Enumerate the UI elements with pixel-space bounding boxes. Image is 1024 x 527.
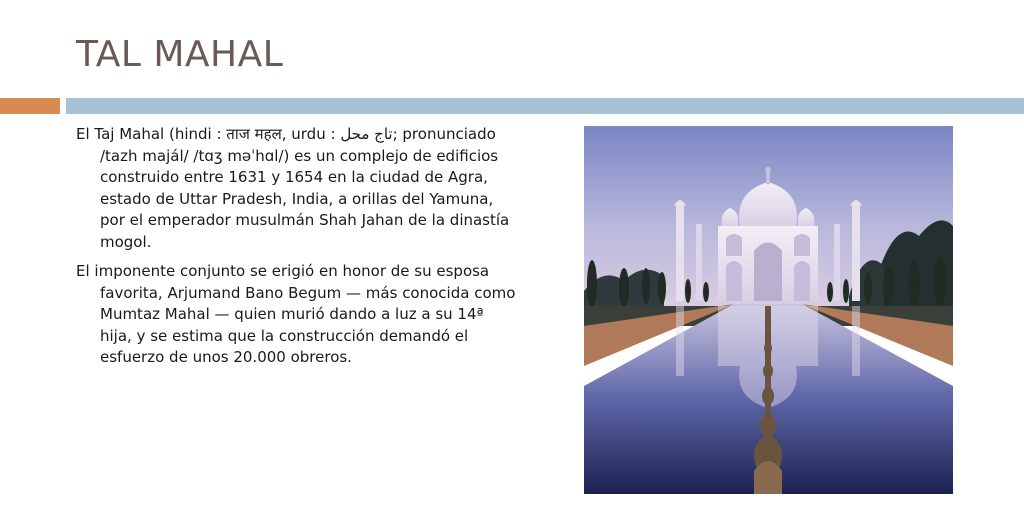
title-underline-bar (66, 98, 1024, 114)
taj-mahal-photo (584, 126, 953, 494)
accent-bar (0, 98, 60, 114)
body-text (76, 124, 516, 377)
taj-mahal-illustration (584, 126, 953, 494)
slide-title: TAL MAHAL (76, 34, 284, 75)
paragraph-intro: El Taj Mahal (hindi : ताज महल, urdu : تاج محل; pronunciado /tazh majál/ /tɑʒ məˈhɑl/) es un complejo de edificios construido entre 1631 y 1654 en la ciudad de Agra, estado de Uttar Pradesh, India, a orillas del Yamuna, por el emperador musulmán Shah Jahan de la dinastía mogol. (76, 125, 510, 251)
paragraph-history: El imponente conjunto se erigió en honor de su esposa favorita, Arjumand Bano Begum — más conocida como Mumtaz Mahal — quien murió dando a luz a su 14ª hija, y se estima que la construcción demandó el esfuerzo de unos 20.000 obreros. (76, 262, 516, 366)
